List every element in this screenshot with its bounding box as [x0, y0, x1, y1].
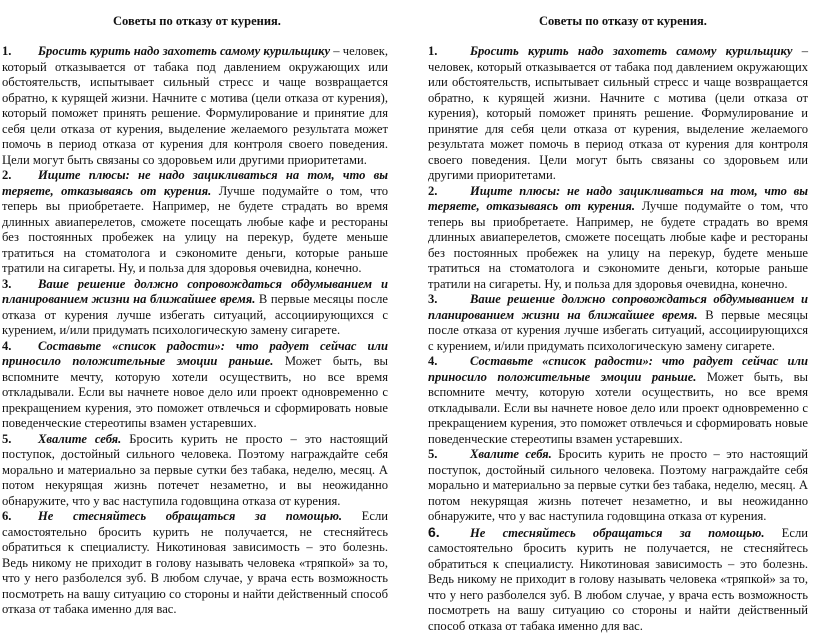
tip-heading: Ищите плюсы: не надо зацикливаться на том, что вы теряете, отказываясь от курения. — [428, 184, 808, 214]
tip-number: 5. — [428, 447, 470, 463]
tip-number: 5. — [2, 432, 38, 448]
tip-item — [428, 525, 808, 634]
tip-heading: Не стесняйтесь обращаться за помощью. — [470, 526, 764, 540]
tip-text: Может быть, вы вспомните мечту, которую хотели осуществить, но все время откладывали. Если вы начнете новое дело или проект одновременно с прекращением курения, это поможет отвлечься и сформировать новые поведенческие стереотипы взамен устаревших. — [2, 354, 388, 430]
tip-text: – человек, который отказывается от табака под давлением окружающих или обстоятельств, испытывает сильный стресс и чаще возвращается обратно, к курящей жизни. Начните с мотива (цели отказа от курения), который поможет принять решение. Формулирование и принятие для себя цели отказа от курения, выделение желаемого результата может помочь в период отказа от курения для контроля своего поведения. Цели могут быть связаны со здоровьем или другими приоритетами. — [428, 44, 808, 182]
tip-item — [2, 44, 388, 168]
tip-item — [428, 44, 808, 184]
tip-number: 3. — [2, 277, 38, 293]
tip-item — [2, 168, 388, 277]
tip-item — [428, 184, 808, 293]
tips-list — [2, 44, 388, 618]
tip-text: Лучше подумайте о том, что теперь вы приобретаете. Например, не будете страдать во время длинных авиаперелетов, сможете посещать любые кафе и рестораны без постоянных пробежек на улицу на перекур, будете меньше тратиться на стоматолога и сэкономите деньги, которые раньше тратили на сигареты. Ну, и польза для здоровья очевидна, конечно. — [2, 184, 388, 276]
tip-heading: Ищите плюсы: не надо зацикливаться на том, что вы теряете, отказываясь от курения. — [2, 168, 388, 198]
tip-item — [428, 354, 808, 447]
tip-heading: Хвалите себя. — [470, 447, 552, 461]
tip-heading: Не стесняйтесь обращаться за помощью. — [38, 509, 342, 523]
tip-heading: Бросить курить надо захотеть самому курильщику — [470, 44, 792, 58]
page-title: Советы по отказу от курения. — [539, 14, 707, 29]
tip-number: 2. — [2, 168, 38, 184]
tip-item — [2, 432, 388, 510]
tip-number: 4. — [428, 354, 470, 370]
tip-item — [428, 447, 808, 525]
tip-number: 6. — [2, 509, 38, 525]
tip-item — [428, 292, 808, 354]
tip-heading: Составьте «список радости»: что радует сейчас или приносило положительные эмоции раньше. — [428, 354, 808, 384]
tip-heading: Бросить курить надо захотеть самому курильщику — [38, 44, 330, 58]
tip-number: 4. — [2, 339, 38, 355]
tip-heading: Составьте «список радости»: что радует сейчас или приносило положительные эмоции раньше. — [2, 339, 388, 369]
tip-text: Лучше подумайте о том, что теперь вы приобретаете. Например, не будете страдать во время длинных авиаперелетов, сможете посещать любые кафе и рестораны без постоянных пробежек на улицу на перекур, будете меньше тратиться на стоматолога и сэкономите деньги, которые раньше тратили на сигареты. Ну, и польза для здоровья очевидна, конечно. — [428, 199, 808, 291]
tip-text: В первые месяцы после отказа от курения лучше избегать ситуаций, ассоциирующихся с курением, и/или придумать психологическую замену сигарете. — [2, 292, 388, 337]
tip-text: – человек, который отказывается от табака под давлением окружающих или обстоятельств, испытывает сильный стресс и чаще возвращается обратно, к курящей жизни. Начните с мотива (цели отказа от курения), который поможет принять решение. Формулирование и принятие для себя цели отказа от курения, выделение желаемого результата может помочь в период отказа от курения для контроля своего поведения. Цели могут быть связаны со здоровьем или другими приоритетами. — [2, 44, 388, 167]
tip-text: Если самостоятельно бросить курить не получается, не стесняйтесь обратиться к специалисту. Никотиновая зависимость – это болезнь. Ведь никому не приходит в голову называть человека «тряпкой» за то, что у него разболелся зуб. В любом случае, у врача есть возможность посмотреть на вашу ситуацию со стороны и найти действенный способ отказа от табака именно для вас. — [428, 526, 808, 633]
page-title: Советы по отказу от курения. — [113, 14, 281, 29]
tips-list — [428, 44, 808, 634]
tip-number: 2. — [428, 184, 470, 200]
tip-text: Если самостоятельно бросить курить не получается, не стесняйтесь обратиться к специалисту. Никотиновая зависимость – это болезнь. Ведь никому не приходит в голову называть человека «тряпкой» за то, что у него разболелся зуб. В любом случае, у врача есть возможность посмотреть на вашу ситуацию со стороны и найти действенный способ отказа от табака именно для вас. — [2, 509, 388, 616]
tip-text: Бросить курить не просто – это настоящий поступок, достойный сильного человека. Поэтому награждайте себя морально и материально за первые сутки без табака, неделю, месяц. А потом некурящая жизнь потечет незаметно, и вы неожиданно обнаружите, что у вас наступила годовщина отказа от курения. — [428, 447, 808, 523]
tip-heading: Ваше решение должно сопровождаться обдумыванием и планированием жизни на ближайшее время. — [428, 292, 808, 322]
tip-text: Может быть, вы вспомните мечту, которую хотели осуществить, но все время откладывали. Если вы начнете новое дело или проект одновременно с прекращением курения, это поможет отвлечься и сформировать новые поведенческие стереотипы взамен устаревших. — [428, 370, 808, 446]
tip-heading: Ваше решение должно сопровождаться обдумыванием и планированием жизни на ближайшее время. — [2, 277, 388, 307]
tip-number: 3. — [428, 292, 470, 308]
tip-item — [2, 277, 388, 339]
tip-number: 1. — [2, 44, 38, 60]
tip-number: 6. — [428, 525, 470, 541]
tip-number: 1. — [428, 44, 470, 60]
tip-heading: Хвалите себя. — [38, 432, 121, 446]
tip-text: В первые месяцы после отказа от курения лучше избегать ситуаций, ассоциирующихся с курением, и/или придумать психологическую замену сигарете. — [428, 308, 808, 353]
tip-item — [2, 509, 388, 618]
tip-text: Бросить курить не просто – это настоящий поступок, достойный сильного человека. Поэтому награждайте себя морально и материально за первые сутки без табака, неделю, месяц. А потом некурящая жизнь потечет незаметно, и вы неожиданно обнаружите, что у вас наступила годовщина отказа от курения. — [2, 432, 388, 508]
tip-item — [2, 339, 388, 432]
